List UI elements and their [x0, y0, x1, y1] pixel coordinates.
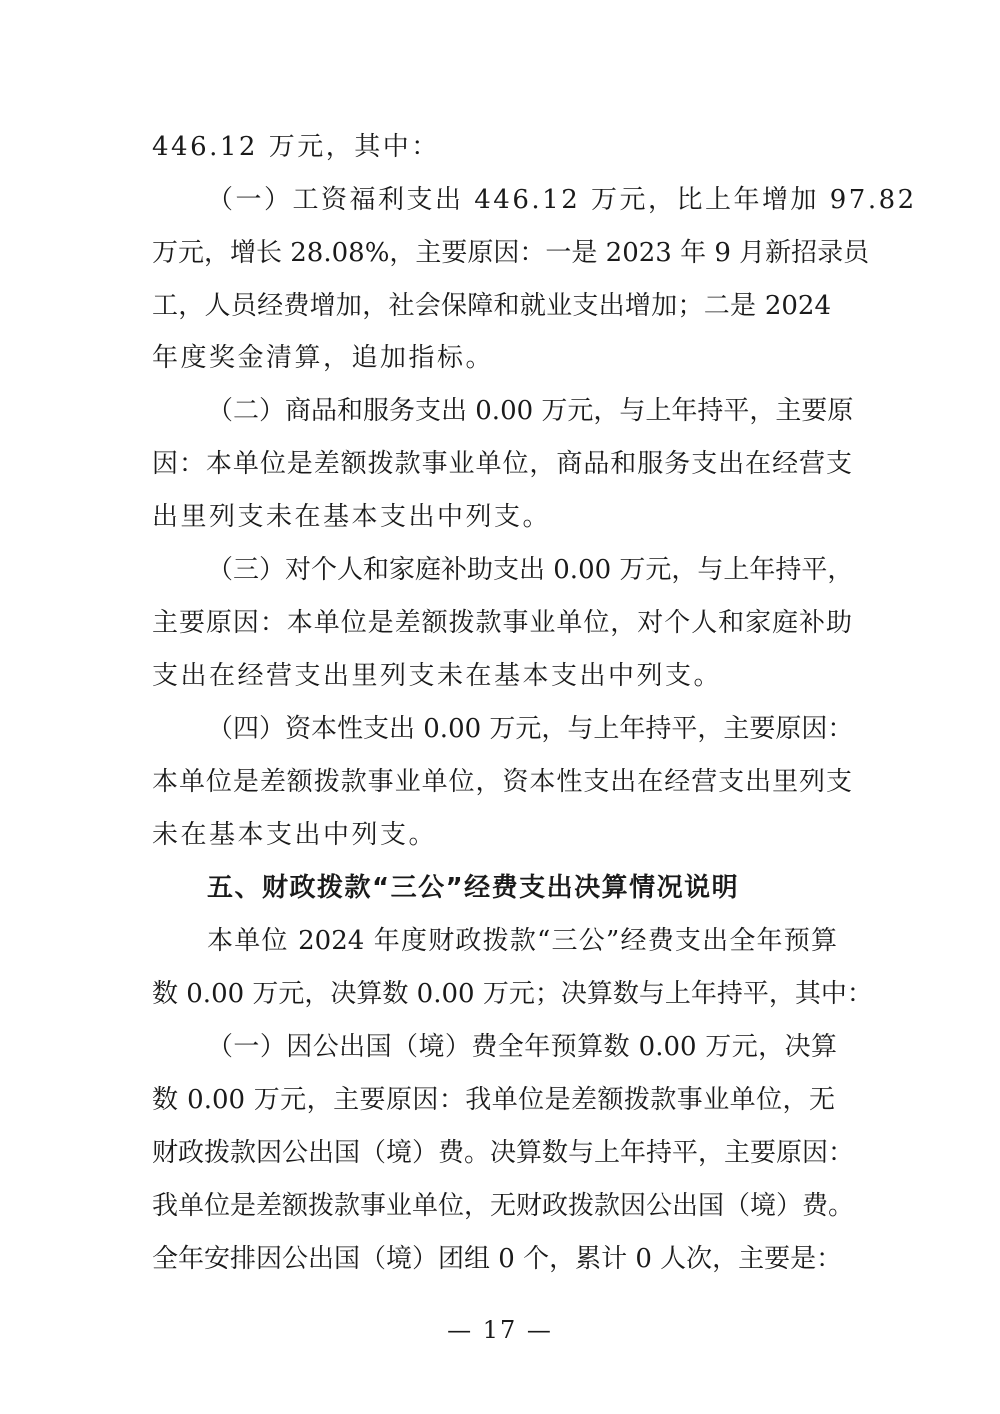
body-text-line: 本单位 2024 年度财政拨款“三公”经费支出全年预算	[207, 926, 837, 956]
body-text-line: 我单位是差额拨款事业单位，无财政拨款因公出国（境）费。	[152, 1191, 855, 1221]
body-text-line: （四）资本性支出 0.00 万元，与上年持平，主要原因：	[207, 714, 854, 744]
body-text-line: 数 0.00 万元，决算数 0.00 万元；决算数与上年持平，其中：	[152, 979, 873, 1009]
body-text-line: 支出在经营支出里列支未在基本支出中列支。	[152, 661, 723, 691]
body-text-line: 全年安排因公出国（境）团组 0 个，累计 0 人次，主要是：	[152, 1244, 843, 1274]
body-text-line: 万元，增长 28.08%，主要原因：一是 2023 年 9 月新招录员	[152, 238, 870, 268]
body-text-line: （三）对个人和家庭补助支出 0.00 万元，与上年持平，	[207, 555, 854, 585]
body-text-line: （一）因公出国（境）费全年预算数 0.00 万元，决算	[207, 1032, 837, 1062]
body-text-line: 未在基本支出中列支。	[152, 820, 438, 850]
body-text-line: （一）工资福利支出 446.12 万元，比上年增加 97.82	[207, 185, 917, 215]
body-text-line: 数 0.00 万元，主要原因：我单位是差额拨款事业单位，无	[152, 1085, 835, 1115]
body-text-line: 年度奖金清算，追加指标。	[152, 343, 495, 373]
body-text-line: 财政拨款因公出国（境）费。决算数与上年持平，主要原因：	[152, 1138, 855, 1168]
body-text-line: 因：本单位是差额拨款事业单位，商品和服务支出在经营支	[152, 449, 852, 479]
body-text-line: 主要原因：本单位是差额拨款事业单位，对个人和家庭补助	[152, 608, 852, 638]
body-text-line: （二）商品和服务支出 0.00 万元，与上年持平，主要原	[207, 396, 854, 426]
body-text-line: 446.12 万元，其中：	[152, 132, 440, 162]
body-text-line: 出里列支未在基本支出中列支。	[152, 502, 552, 532]
page-number: — 17 —	[447, 1316, 553, 1344]
section-heading: 五、财政拨款“三公”经费支出决算情况说明	[207, 873, 740, 903]
body-text-line: 本单位是差额拨款事业单位，资本性支出在经营支出里列支	[152, 767, 852, 797]
body-text-line: 工，人员经费增加，社会保障和就业支出增加；二是 2024	[152, 291, 831, 321]
